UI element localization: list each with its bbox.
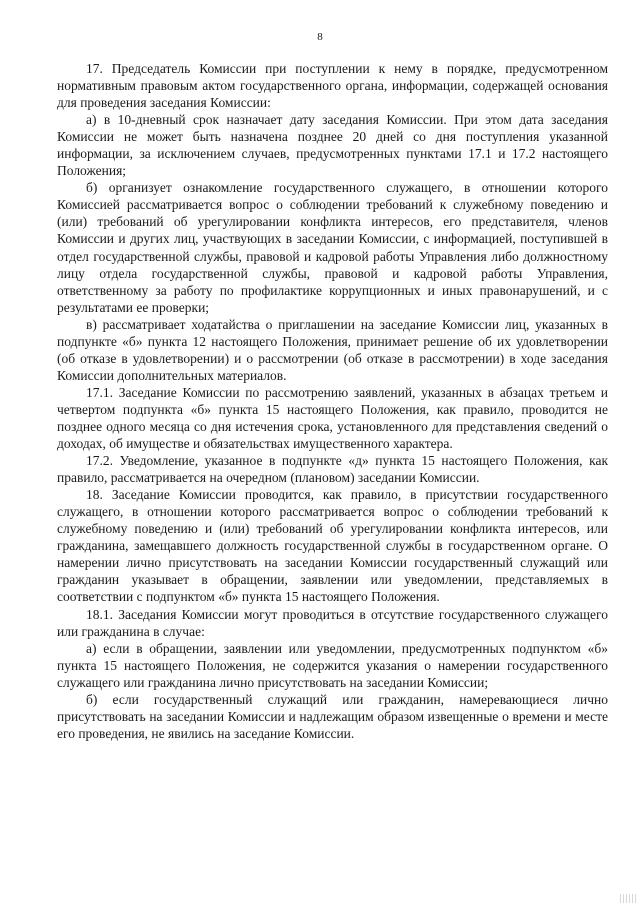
paragraph-17-2: 17.2. Уведомление, указанное в подпункте «д» пункта 15 настоящего Положения, как правило, рассматривается на очередном (плановом) заседании Комиссии. xyxy=(57,453,608,486)
paragraph-18-1: 18.1. Заседания Комиссии могут проводиться в отсутствие государственного служащего или гражданина в случае: xyxy=(57,606,608,639)
paragraph-17: 17. Председатель Комиссии при поступлении к нему в порядке, предусмотренном нормативным правовым актом государственного органа, информации, содержащей основания для проведения заседания Комиссии: xyxy=(57,61,608,111)
page-number: 8 xyxy=(317,31,323,43)
paragraph-18-1-a: а) если в обращении, заявлении или уведомлении, предусмотренных подпунктом «б» пункта 15 настоящего Положения, не содержится указания о намерении государственного служащего или гражданина лично присутствовать на заседании Комиссии; xyxy=(57,640,608,690)
scan-artifact xyxy=(620,894,638,903)
document-body xyxy=(57,60,608,742)
paragraph-18: 18. Заседание Комиссии проводится, как правило, в присутствии государственного служащего, в отношении которого рассматривается вопрос о соблюдении требований к служебному поведению и (или) требований об урегулировании конфликта интересов, или гражданина, замещавшего должность государственной службы в государственном органе. О намерении лично присутствовать на заседании Комиссии государственный служащий или гражданин указывает в обращении, заявлении или уведомлении, представляемых в соответствии с подпунктом «б» пункта 15 настоящего Положения. xyxy=(57,487,608,605)
paragraph-17-v: в) рассматривает ходатайства о приглашении на заседание Комиссии лиц, указанных в подпункте «б» пункта 12 настоящего Положения, принимает решение об их удовлетворении (об отказе в удовлетворении) и о рассмотрении (об отказе в рассмотрении) в ходе заседания Комиссии дополнительных материалов. xyxy=(57,316,608,383)
paragraph-17-b: б) организует ознакомление государственного служащего, в отношении которого Комиссией рассматривается вопрос о соблюдении требований к служебному поведению и (или) требований об урегулировании конфликта интересов, его представителя, членов Комиссии и других лиц, участвующих в заседании Комиссии, с информацией, поступившей в отдел государственной службы, правовой и кадровой работы Управления либо должностному лицу отдела государственной службы, правовой и кадровой работы Управления, ответственному за работу по профилактике коррупционных и иных правонарушений, и с результатами ее проверки; xyxy=(57,180,608,315)
paragraph-17-1: 17.1. Заседание Комиссии по рассмотрению заявлений, указанных в абзацах третьем и четвертом подпункта «б» пункта 15 настоящего Положения, как правило, проводится не позднее одного месяца со дня истечения срока, установленного для представления сведений о доходах, об имуществе и обязательствах имущественного характера. xyxy=(57,384,608,452)
paragraph-18-1-b: б) если государственный служащий или гражданин, намеревающиеся лично присутствовать на заседании Комиссии и надлежащим образом извещенные о времени и месте его проведения, не явились на заседание Комиссии. xyxy=(57,691,608,741)
paragraph-17-a: а) в 10-дневный срок назначает дату заседания Комиссии. При этом дата заседания Комиссии не может быть назначена позднее 20 дней со дня поступления указанной информации, за исключением случаев, предусмотренных пунктами 17.1 и 17.2 настоящего Положения; xyxy=(57,112,608,179)
